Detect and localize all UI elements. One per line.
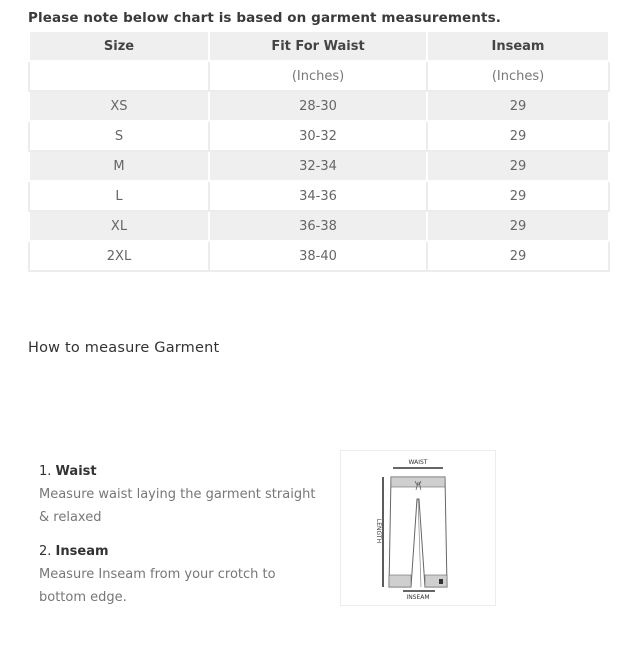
pants-outline bbox=[389, 477, 447, 587]
table-row bbox=[29, 241, 609, 271]
table-cell: 2XL bbox=[29, 241, 209, 271]
table-row bbox=[29, 91, 609, 121]
jogger-pants-illustration bbox=[341, 451, 495, 605]
size-chart-note: Please note below chart is based on garment measurements. bbox=[28, 10, 501, 26]
table-row bbox=[29, 151, 609, 181]
how-to-measure-title: How to measure Garment bbox=[28, 340, 220, 356]
table-cell: (Inches) bbox=[209, 61, 427, 91]
table-cell: 28-30 bbox=[209, 91, 427, 121]
table-cell: 29 bbox=[427, 121, 609, 151]
header-fit-for-waist: Fit For Waist bbox=[209, 31, 427, 61]
table-cell: (Inches) bbox=[427, 61, 609, 91]
table-cell bbox=[29, 61, 209, 91]
step-inseam bbox=[39, 540, 319, 609]
table-cell: XS bbox=[29, 91, 209, 121]
table-cell: 34-36 bbox=[209, 181, 427, 211]
step-description: Measure waist laying the garment straight & relaxed bbox=[39, 487, 316, 525]
table-cell: 30-32 bbox=[209, 121, 427, 151]
table-header-row bbox=[29, 31, 609, 61]
step-description: Measure Inseam from your crotch to bottom edge. bbox=[39, 567, 276, 605]
table-cell: 29 bbox=[427, 211, 609, 241]
step-title bbox=[39, 540, 319, 563]
header-inseam: Inseam bbox=[427, 31, 609, 61]
step-title bbox=[39, 460, 319, 483]
table-row bbox=[29, 211, 609, 241]
brand-tag bbox=[439, 579, 443, 584]
table-row bbox=[29, 181, 609, 211]
table-cell: M bbox=[29, 151, 209, 181]
step-number: 2. bbox=[39, 544, 52, 559]
waist-label: WAIST bbox=[408, 459, 428, 466]
garment-measure-diagram bbox=[340, 450, 496, 606]
length-label: LENGTH bbox=[375, 518, 382, 544]
table-cell: S bbox=[29, 121, 209, 151]
measure-steps bbox=[39, 460, 319, 609]
table-cell: 29 bbox=[427, 91, 609, 121]
step-waist bbox=[39, 460, 319, 529]
size-chart-table bbox=[28, 30, 610, 272]
table-units-row bbox=[29, 61, 609, 91]
table-cell: XL bbox=[29, 211, 209, 241]
left-cuff bbox=[389, 575, 411, 587]
table-cell: 29 bbox=[427, 151, 609, 181]
table-cell: 29 bbox=[427, 181, 609, 211]
step-number: 1. bbox=[39, 464, 52, 479]
right-cuff bbox=[425, 575, 447, 587]
table-cell: 29 bbox=[427, 241, 609, 271]
table-cell: 32-34 bbox=[209, 151, 427, 181]
table-cell: 36-38 bbox=[209, 211, 427, 241]
table-cell: 38-40 bbox=[209, 241, 427, 271]
table-row bbox=[29, 121, 609, 151]
step-heading: Inseam bbox=[55, 544, 109, 559]
step-heading: Waist bbox=[55, 464, 97, 479]
header-size: Size bbox=[29, 31, 209, 61]
inseam-label: INSEAM bbox=[406, 594, 430, 601]
table-cell: L bbox=[29, 181, 209, 211]
